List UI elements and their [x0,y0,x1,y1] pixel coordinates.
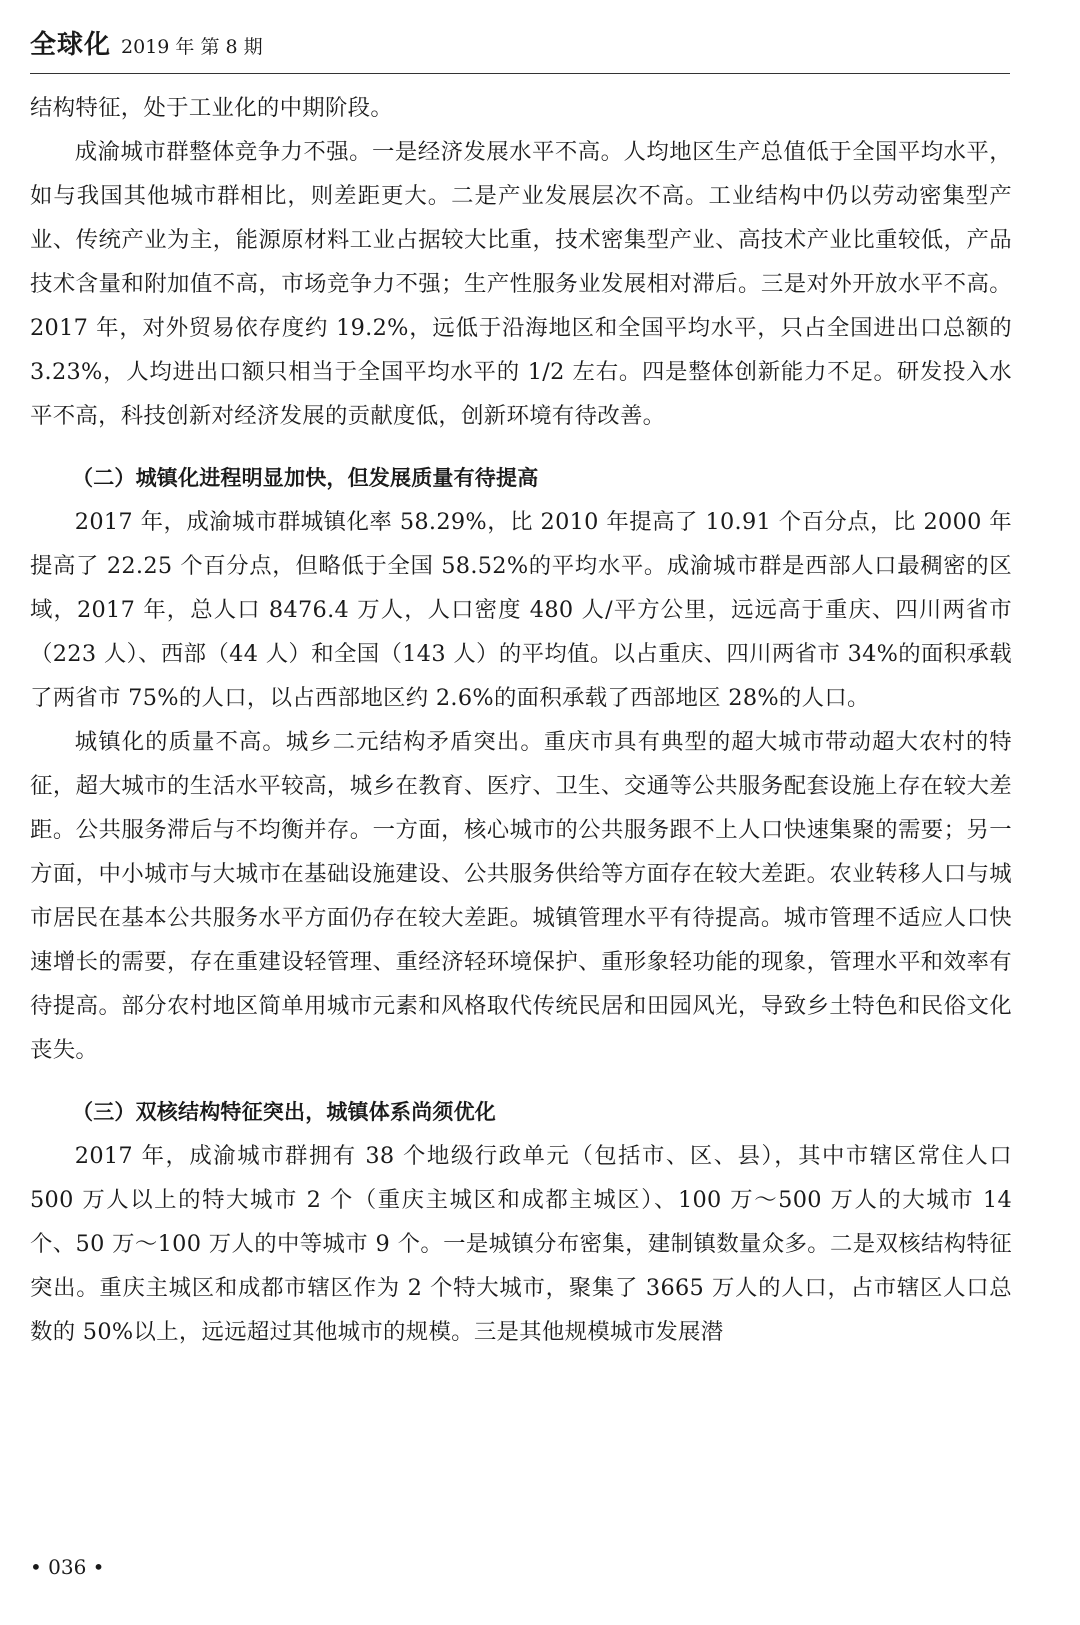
header-divider [30,73,1010,74]
paragraph-continued: 结构特征，处于工业化的中期阶段。 [30,95,394,121]
journal-title: 全球化 [30,30,112,60]
paragraph-competitiveness: 成渝城市群整体竞争力不强。一是经济发展水平不高。人均地区生产总值低于全国平均水平，如与我国其他城市群相比，则差距更大。二是产业发展层次不高。工业结构中仍以劳动密集型产业、传统产业为主，能源原材料工业占据较大比重，技术密集型产业、高技术产业比重较低，产品技术含量和附加值不高，市场竞争力不强；生产性服务业发展相对滞后。三是对外开放水平不高。2017 年，对外贸易依存度约 19.2%，远低于沿海地区和全国平均水平，只占全国进出口总额的 3.23%，人均进出口额只相当于全国平均水平的 1/2 左右。四是整体创新能力不足。研发投入水平不高，科技创新对经济发展的贡献度低，创新环境有待改善。 [30,139,1012,429]
section-heading-urbanization: （二）城镇化进程明显加快，但发展质量有待提高 [72,466,539,490]
paragraph-dual-core: 2017 年，成渝城市群拥有 38 个地级行政单元（包括市、区、县），其中市辖区常住人口 500 万人以上的特大城市 2 个（重庆主城区和成都主城区）、100 万～500 万人的大城市 14 个、50 万～100 万人的中等城市 9 个。一是城镇分布密集，建制镇数量众多。二是双核结构特征突出。重庆主城区和成都市辖区作为 2 个特大城市，聚集了 3665 万人的人口，占市辖区人口总数的 50%以上，远远超过其他城市的规模。三是其他规模城市发展潜 [30,1143,1012,1345]
page-header [30,24,263,61]
paragraph-urbanization-quality: 城镇化的质量不高。城乡二元结构矛盾突出。重庆市具有典型的超大城市带动超大农村的特征，超大城市的生活水平较高，城乡在教育、医疗、卫生、交通等公共服务配套设施上存在较大差距。公共服务滞后与不均衡并存。一方面，核心城市的公共服务跟不上人口快速集聚的需要；另一方面，中小城市与大城市在基础设施建设、公共服务供给等方面存在较大差距。农业转移人口与城市居民在基本公共服务水平方面仍存在较大差距。城镇管理水平有待提高。城市管理不适应人口快速增长的需要，存在重建设轻管理、重经济轻环境保护、重形象轻功能的现象，管理水平和效率有待提高。部分农村地区简单用城市元素和风格取代传统民居和田园风光，导致乡土特色和民俗文化丧失。 [30,729,1012,1063]
section-heading-dual-core: （三）双核结构特征突出，城镇体系尚须优化 [72,1100,496,1124]
paragraph-urbanization-rate: 2017 年，成渝城市群城镇化率 58.29%，比 2010 年提高了 10.91 个百分点，比 2000 年提高了 22.25 个百分点，但略低于全国 58.52%的平均水平。成渝城市群是西部人口最稠密的区域，2017 年，总人口 8476.4 万人，人口密度 480 人/平方公里，远远高于重庆、四川两省市（223 人）、西部（44 人）和全国（143 人）的平均值。以占重庆、四川两省市 34%的面积承载了两省市 75%的人口，以占西部地区约 2.6%的面积承载了西部地区 28%的人口。 [30,509,1012,711]
issue-number: 2019 年 第 8 期 [121,36,263,58]
article-body [30,86,1012,1354]
page-number: • 036 • [30,1555,105,1579]
